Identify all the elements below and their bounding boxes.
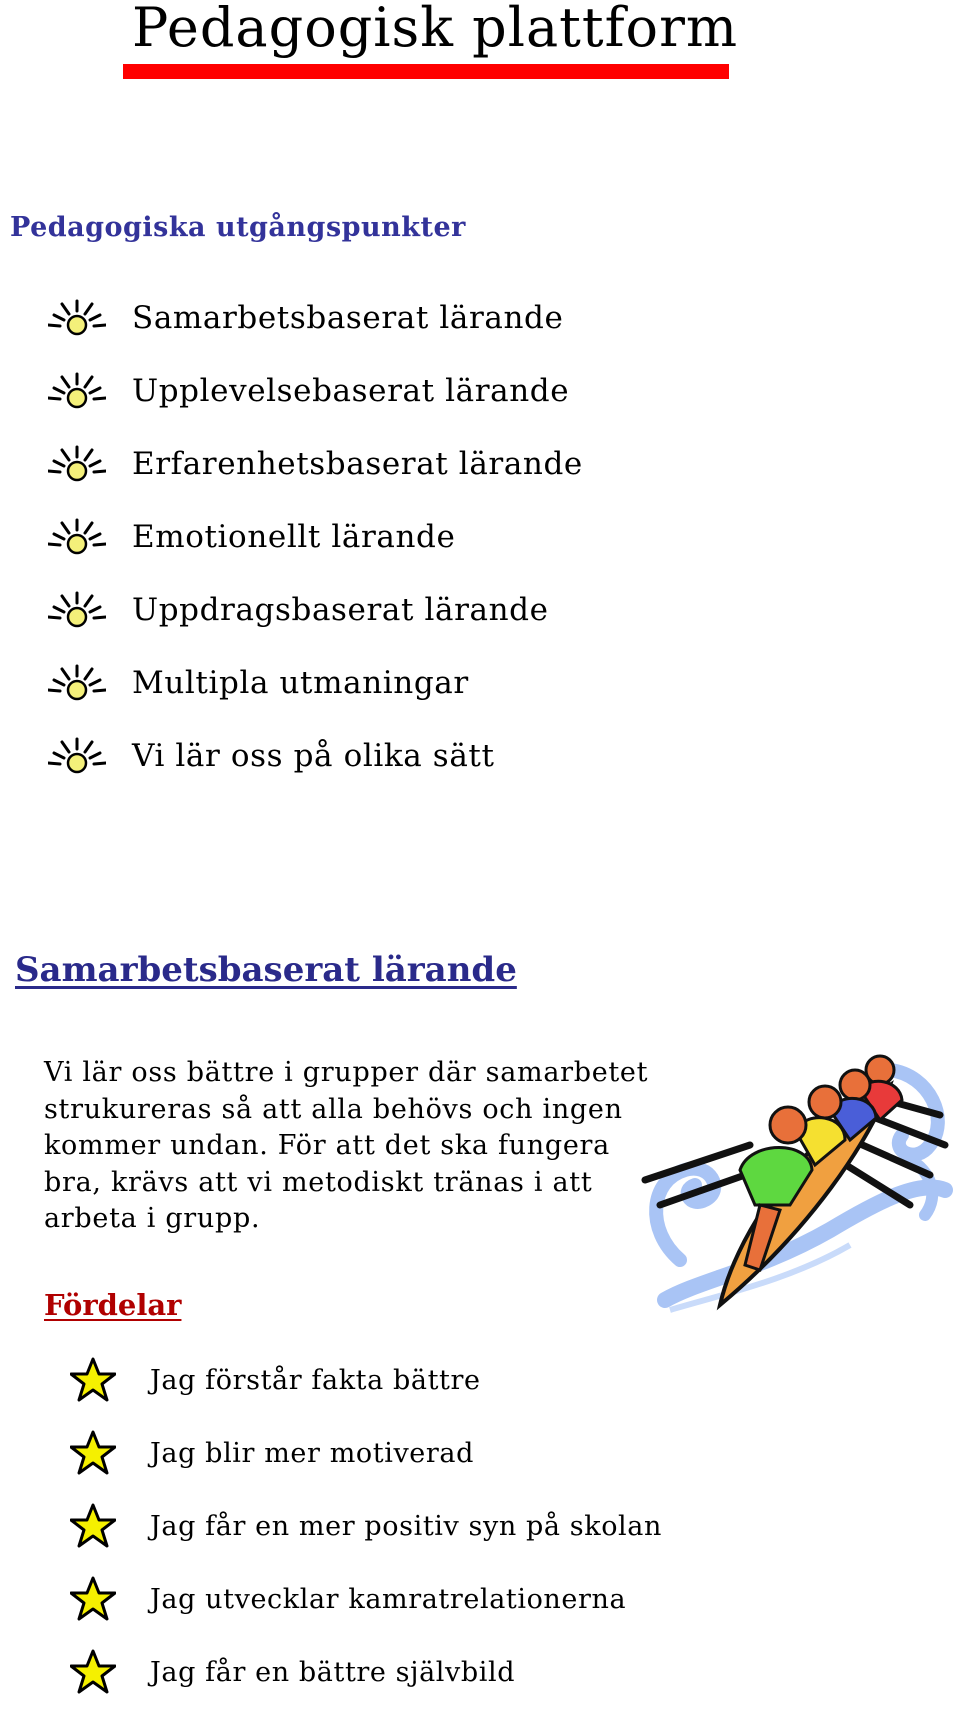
benefit-label: Jag får en mer positiv syn på skolan [150,1511,662,1542]
title-underline-rule [123,64,729,79]
point-label: Uppdragsbaserat lärande [132,591,549,628]
point-label: Multipla utmaningar [132,664,469,701]
rowing-team-illustration [640,1030,955,1320]
list-item [70,1348,662,1421]
star-icon [70,1430,116,1476]
lightbulb-icon [48,372,106,416]
list-item [48,369,583,442]
subheading-pedagogiska-utgangspunkter: Pedagogiska utgångspunkter [10,212,466,243]
star-icon [70,1503,116,1549]
list-item [70,1640,662,1713]
points-list [48,296,583,807]
lightbulb-icon [48,737,106,781]
star-icon [70,1357,116,1403]
star-icon [70,1649,116,1695]
section-heading-samarbetsbaserat: Samarbetsbaserat lärande [15,950,517,990]
point-label: Erfarenhetsbaserat lärande [132,445,583,482]
point-label: Upplevelsebaserat lärande [132,372,570,409]
lightbulb-icon [48,591,106,635]
point-label: Emotionellt lärande [132,518,456,555]
list-item [70,1567,662,1640]
list-item [48,515,583,588]
list-item [70,1494,662,1567]
star-icon [70,1576,116,1622]
section-paragraph: Vi lär oss bättre i grupper där samarbetet strukureras så att alla behövs och ingen kommer undan. För att det ska fungera bra, krävs att vi metodiskt tränas i att arbeta i grupp. [44,1057,649,1234]
list-item [48,296,583,369]
benefit-label: Jag får en bättre självbild [150,1657,516,1688]
page-title: Pedagogisk plattform [132,0,739,59]
benefit-label: Jag förstår fakta bättre [150,1365,481,1396]
lightbulb-icon [48,445,106,489]
list-item [48,661,583,734]
lightbulb-icon [48,664,106,708]
lightbulb-icon [48,299,106,343]
benefit-label: Jag utvecklar kamratrelationerna [150,1584,627,1615]
list-item [70,1421,662,1494]
benefits-list [70,1348,662,1713]
list-item [48,442,583,515]
lightbulb-icon [48,518,106,562]
list-item [48,734,583,807]
list-item [48,588,583,661]
benefits-heading: Fördelar [44,1288,182,1322]
point-label: Samarbetsbaserat lärande [132,299,564,336]
point-label: Vi lär oss på olika sätt [132,737,495,774]
benefit-label: Jag blir mer motiverad [150,1438,474,1469]
